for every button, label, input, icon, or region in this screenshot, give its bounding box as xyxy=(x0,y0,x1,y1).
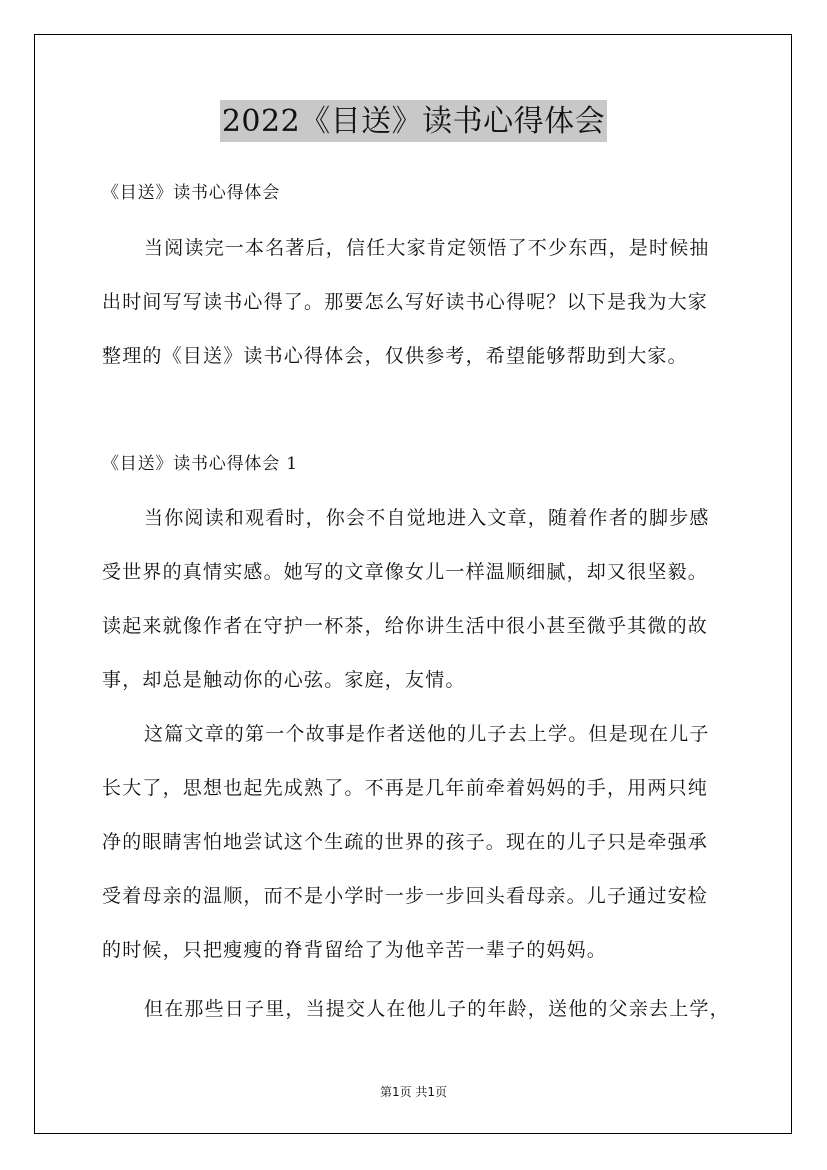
paragraph-line: 事，却总是触动你的心弦。家庭，友情。 xyxy=(102,669,466,691)
paragraph-line: 整理的《目送》读书心得体会，仅供参考，希望能够帮助到大家。 xyxy=(102,345,688,367)
paragraph-line: 受着母亲的温顺，而不是小学时一步一步回头看母亲。儿子通过安检 xyxy=(102,885,709,907)
paragraph-line: 当你阅读和观看时，你会不自觉地进入文章，随着作者的脚步感 xyxy=(144,507,710,529)
document-title-text: 2022《目送》读书心得体会 xyxy=(220,100,607,142)
paragraph-line: 读起来就像作者在守护一杯茶，给你讲生活中很小甚至微乎其微的故 xyxy=(102,615,709,637)
paragraph-line: 长大了，思想也起先成熟了。不再是几年前牵着妈妈的手，用两只纯 xyxy=(102,777,709,799)
section-heading: 《目送》读书心得体会 1 xyxy=(102,454,298,474)
paragraph-line: 受世界的真情实感。她写的文章像女儿一样温顺细腻，却又很坚毅。 xyxy=(102,561,709,583)
paragraph-line: 这篇文章的第一个故事是作者送他的儿子去上学。但是现在儿子 xyxy=(144,723,710,745)
paragraph-line: 但在那些日子里，当提交人在他儿子的年龄，送他的父亲去上学， xyxy=(144,998,730,1020)
page-footer: 第1页 共1页 xyxy=(379,1085,448,1099)
paragraph-line: 的时候，只把瘦瘦的脊背留给了为他辛苦一辈子的妈妈。 xyxy=(102,939,608,961)
document-title xyxy=(0,100,827,142)
paragraph-line: 当阅读完一本名著后，信任大家肯定领悟了不少东西，是时候抽 xyxy=(144,237,710,259)
paragraph-line: 出时间写写读书心得了。那要怎么写好读书心得呢？以下是我为大家 xyxy=(102,291,709,313)
intro-heading: 《目送》读书心得体会 xyxy=(102,183,280,203)
paragraph-line: 净的眼睛害怕地尝试这个生疏的世界的孩子。现在的儿子只是牵强承 xyxy=(102,831,709,853)
